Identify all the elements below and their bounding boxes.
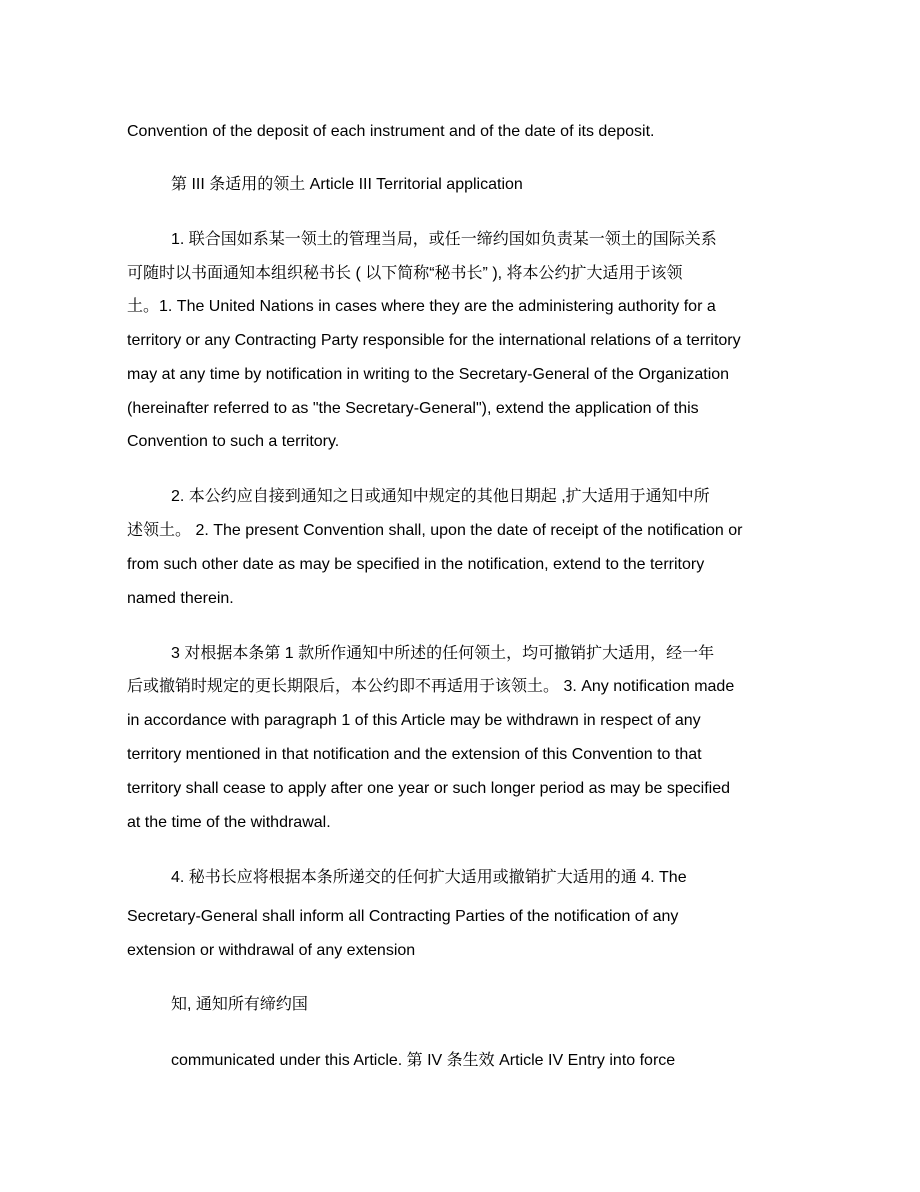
text-line: in accordance with paragraph 1 of this Article may be withdrawn in respect of any: [127, 712, 701, 729]
text-line: 土。1. The United Nations in cases where they are the administering authority for a: [127, 298, 716, 315]
text-line: communicated under this Article. 第 IV 条生效 Article IV Entry into force: [171, 1052, 676, 1069]
text-line: 可随时以书面通知本组织秘书长 ( 以下简称“秘书长” ), 将本公约扩大适用于该领: [127, 265, 683, 282]
text-line: at the time of the withdrawal.: [127, 814, 331, 831]
text-line: territory shall cease to apply after one year or such longer period as may be specified: [127, 780, 730, 797]
text-line: Secretary-General shall inform all Contracting Parties of the notification of any: [127, 908, 679, 925]
text-line: 2. 本公约应自接到通知之日或通知中规定的其他日期起 ,扩大适用于通知中所: [171, 488, 710, 505]
text-line: 述领土。 2. The present Convention shall, upon the date of receipt of the notification or: [127, 522, 743, 539]
text-line: from such other date as may be specified in the notification, extend to the territory: [127, 556, 705, 573]
text-line: territory or any Contracting Party responsible for the international relations of a territory: [127, 332, 741, 349]
text-line: 1. 联合国如系某一领土的管理当局，或任一缔约国如负责某一领土的国际关系: [171, 231, 717, 248]
text-line: named therein.: [127, 590, 234, 607]
text-line: 知, 通知所有缔约国: [171, 996, 308, 1013]
text-line: may at any time by notification in writing to the Secretary-General of the Organization: [127, 366, 730, 383]
article-heading: 第 III 条适用的领土 Article III Territorial application: [171, 176, 523, 193]
text-line: 4. 秘书长应将根据本条所递交的任何扩大适用或撤销扩大适用的通 4. The: [171, 869, 687, 886]
text-line: 后或撤销时规定的更长期限后，本公约即不再适用于该领土。 3. Any notification made: [127, 678, 735, 695]
text-line: Convention of the deposit of each instrument and of the date of its deposit.: [127, 123, 655, 140]
text-line: territory mentioned in that notification and the extension of this Convention to that: [127, 746, 702, 763]
text-line: Convention to such a territory.: [127, 433, 340, 450]
text-line: (hereinafter referred to as "the Secretary-General"), extend the application of this: [127, 400, 699, 417]
text-line: extension or withdrawal of any extension: [127, 942, 416, 959]
text-line: 3 对根据本条第 1 款所作通知中所述的任何领土，均可撤销扩大适用，经一年: [171, 645, 715, 662]
